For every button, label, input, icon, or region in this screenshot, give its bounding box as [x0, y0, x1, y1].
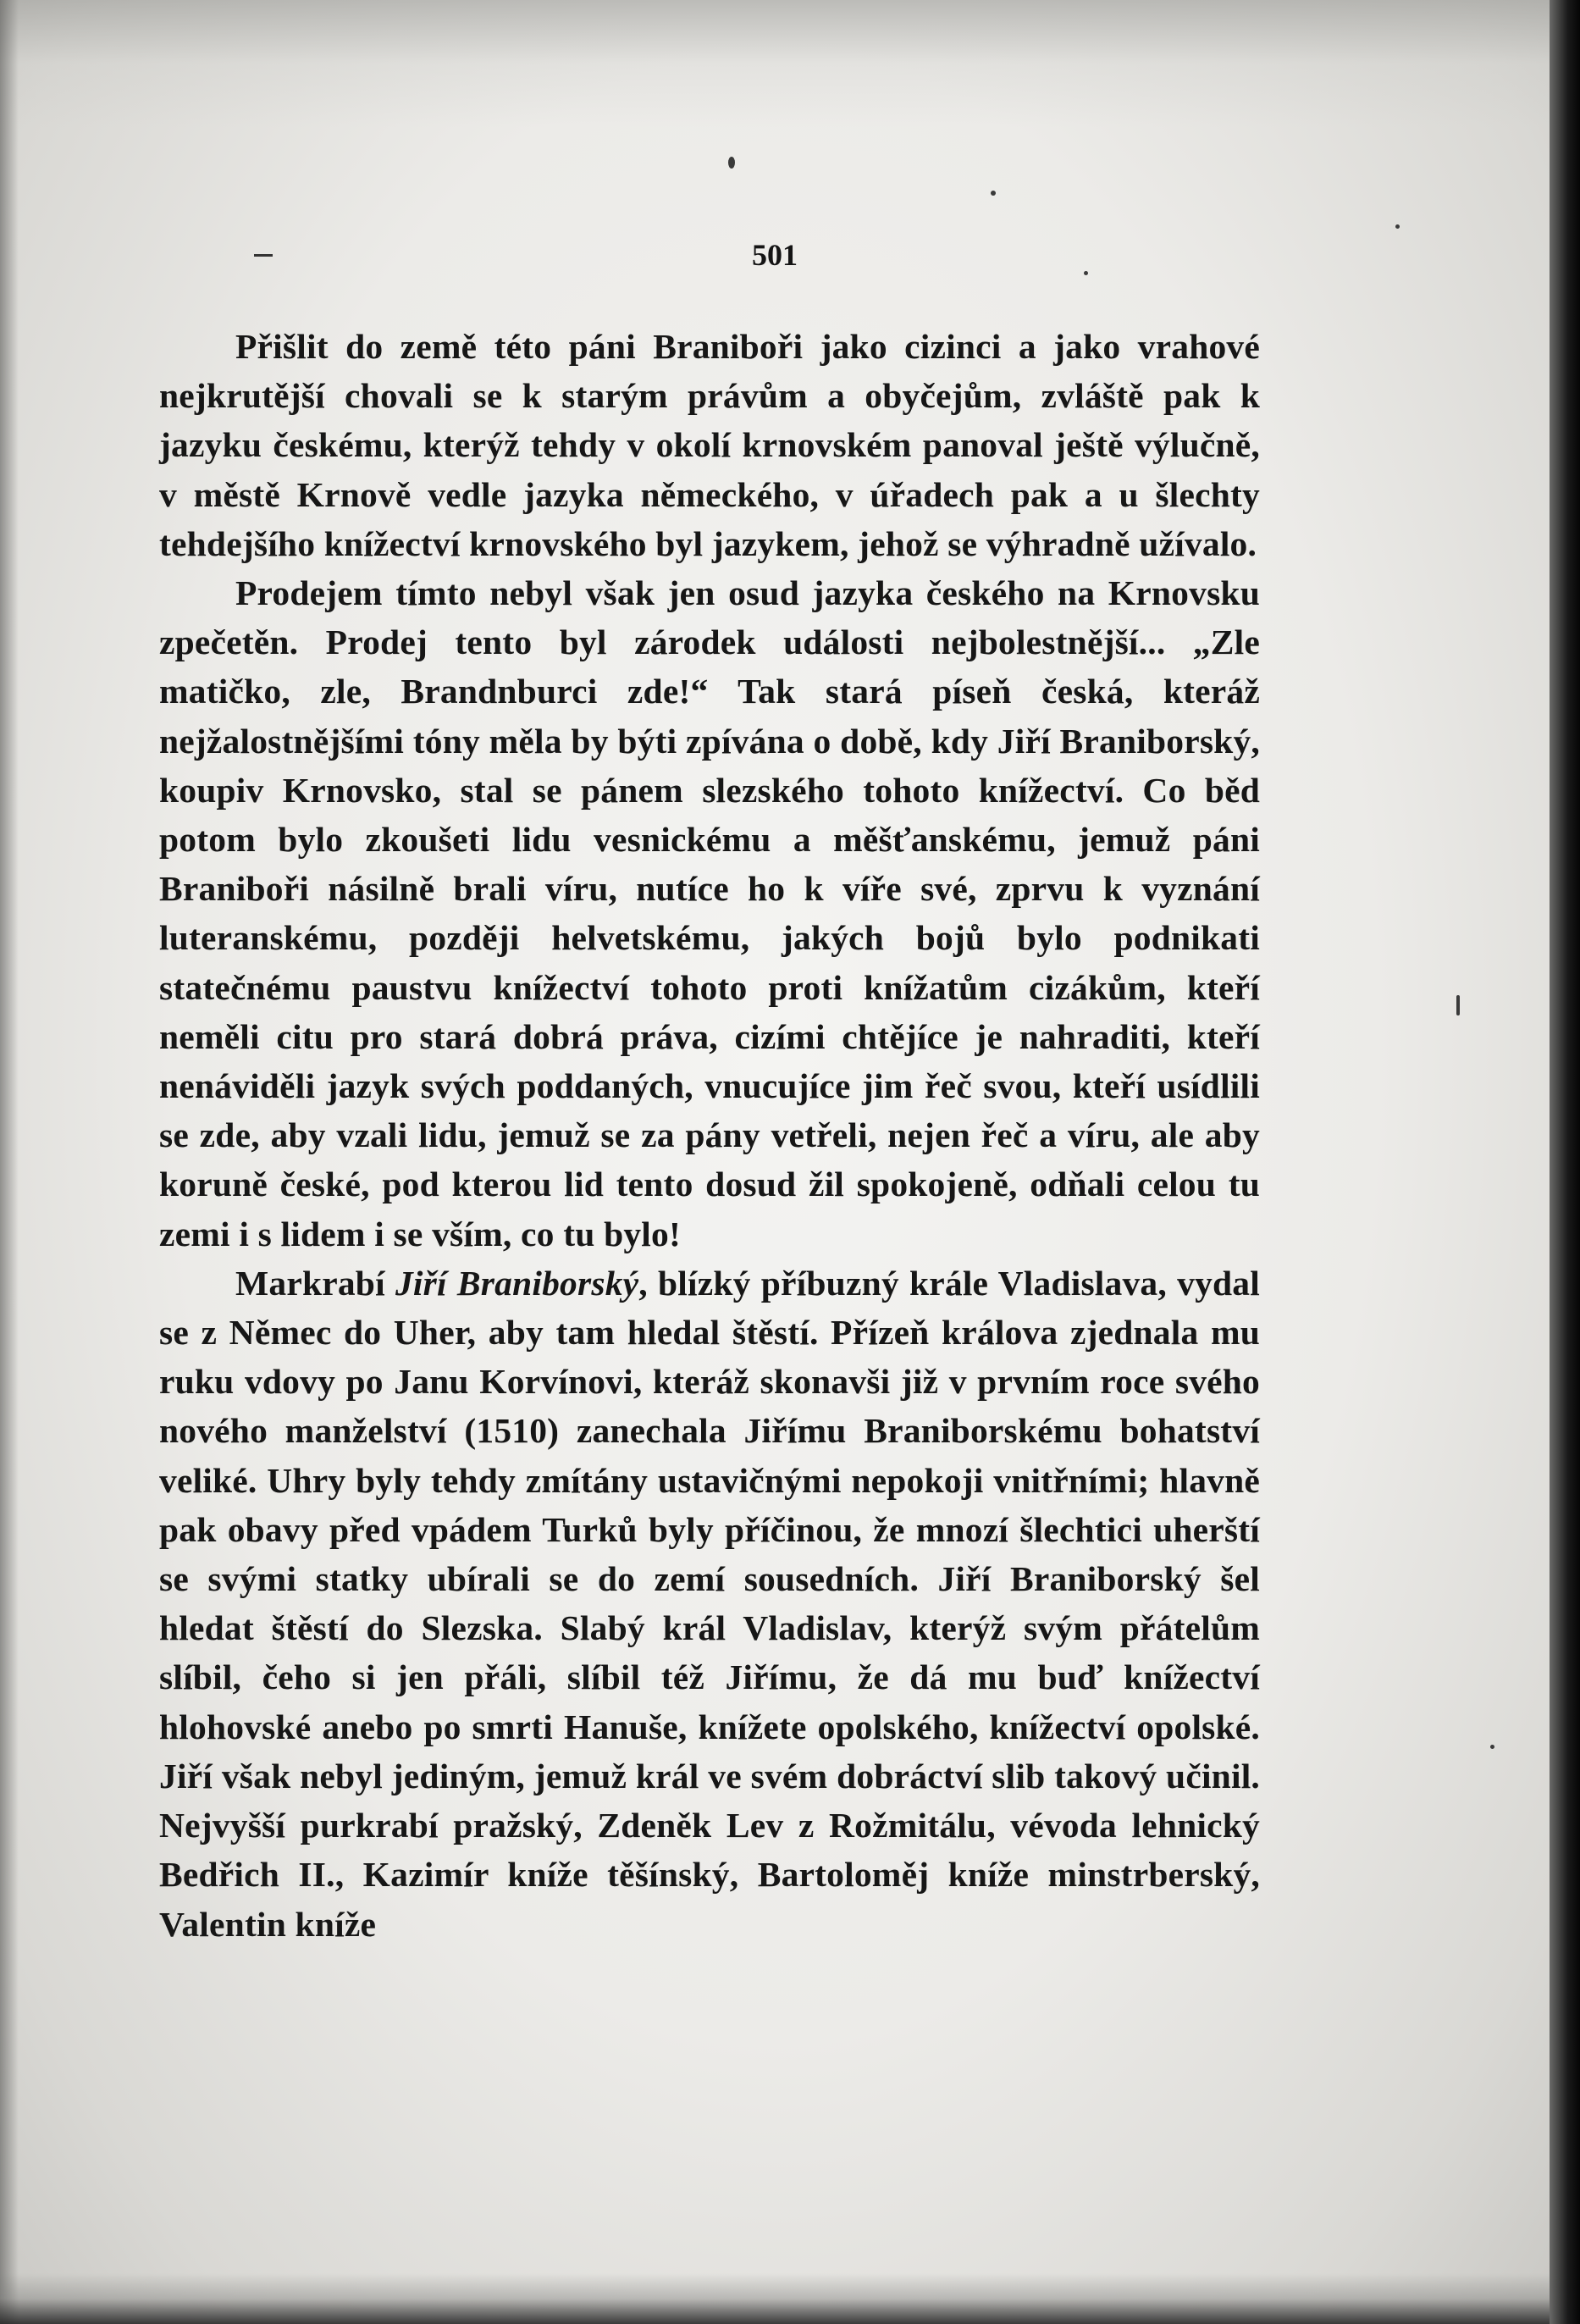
scan-speck	[1456, 995, 1460, 1015]
scan-speck	[1084, 271, 1088, 275]
paragraph-3-lead: Markrabí	[235, 1263, 395, 1303]
page-top-shadow	[0, 0, 1550, 127]
paragraph-1: Přišlit do země této páni Braniboři jako cizinci a jako vrahové nejkrutější chovali se k starým právům a obyčejům, zvláště pak k jazyku českému, kterýž tehdy v okolí krnovském panoval ještě výlučně, v městě Krnově vedle jazyka německého, v úřadech pak a u šlechty tehdejšího knížectví krnovského byl jazykem, jehož se výhradně užívalo.	[159, 327, 1260, 563]
page-left-shadow	[0, 0, 19, 2324]
scan-speck	[991, 191, 996, 196]
paragraph-3-italic-name: Jiří Braniborský	[395, 1263, 639, 1303]
scan-speck	[1490, 1745, 1494, 1749]
paragraph-2: Prodejem tímto nebyl však jen osud jazyka českého na Krnovsku zpečetěn. Prodej tento byl zárodek události nejbolestnější... „Zle matičko, zle, Brandnburci zde!“ Tak stará píseň česká, kteráž nejžalostnějšími tóny měla by býti zpívána o době, kdy Jiří Braniborský, koupiv Krnovsko, stal se pánem slezského tohoto knížectví. Co běd potom bylo zkoušeti lidu vesnickému a měšťanskému, jemuž páni Braniboři násilně brali víru, nutíce ho k víře své, zprvu k vyznání luteranskému, později helvetskému, jakých bojů bylo podnikati statečnému paustvu knížectví tohoto proti knížatům cizákům, kteří neměli citu pro stará dobrá práva, cizími chtějíce je nahraditi, kteří nenáviděli jazyk svých poddaných, vnucujíce jim řeč svou, kteří usídlili se zde, aby vzali lidu, jemuž se za pány vetřeli, nejen řeč a víru, ale aby koruně české, pod kterou lid tento dosud žil spokojeně, odňali celou tu zemi i s lidem i se vším, co tu bylo!	[159, 573, 1260, 1253]
scan-speck	[728, 157, 735, 169]
page-number: 501	[752, 238, 798, 272]
scan-speck	[1395, 224, 1400, 229]
paragraph-3	[159, 1259, 1260, 1949]
paragraph-3-body: , blízký příbuzný krále Vladislava, vydal se z Němec do Uher, aby tam hledal štěstí. Přízeň králova zjednala mu ruku vdovy po Janu Korvínovi, kteráž skonavši již v prvním roce svého nového manželství (1510) zanechala Jiřímu Braniborskému bohatství veliké. Uhry byly tehdy zmítány ustavičnými nepokoji vnitřními; hlavně pak obavy před vpádem Turků byly příčinou, že mnozí šlechtici uherští se svými statky ubírali se do zemí sousedních. Jiří Braniborský šel hledat štěstí do Slezska. Slabý král Vladislav, kterýž svým přátelům slíbil, čeho si jen přáli, slíbil též Jiřímu, že dá mu buď knížectví hlohovské anebo po smrti Hanuše, knížete opolského, knížectví opolské. Jiří však nebyl jediným, jemuž král ve svém dobráctví slib takový učinil. Nejvyšší purkrabí pražský, Zdeněk Lev z Rožmitálu, vévoda lehnický Bedřich II., Kazimír kníže těšínský, Bartoloměj kníže minstrberský, Valentin kníže	[159, 1263, 1260, 1944]
body-text	[159, 322, 1260, 1949]
page-bottom-shadow	[0, 2273, 1550, 2324]
page-right-edge	[1550, 0, 1580, 2324]
